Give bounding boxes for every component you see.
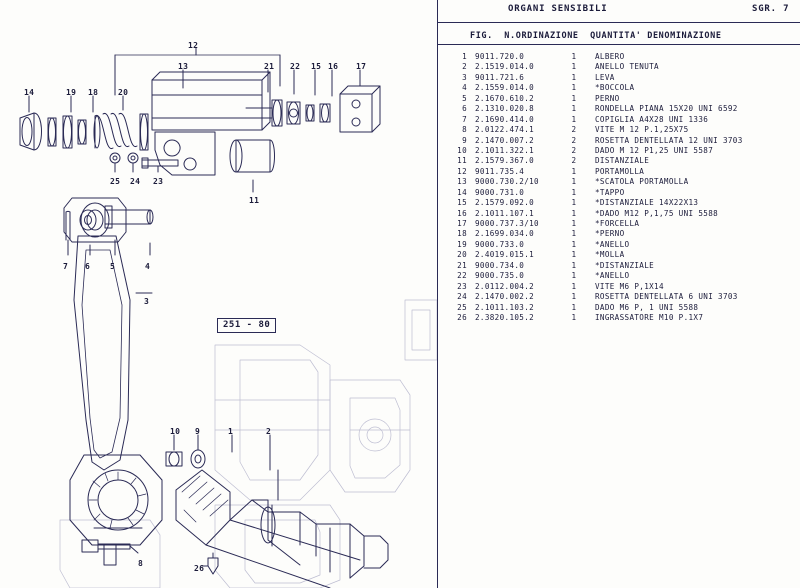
callout-8: 8 [138, 559, 144, 568]
part-description: *ANELLO [595, 271, 630, 281]
part-description: DISTANZIALE [595, 156, 650, 166]
figure-code-box: 251 - 80 [217, 318, 276, 333]
vertical-divider [437, 0, 438, 588]
part-quantity: 1 [571, 93, 577, 103]
part-fig-number: 20 [457, 250, 467, 260]
part-order-number: 9000.735.0 [475, 271, 525, 281]
part-fig-number: 7 [462, 114, 467, 124]
table-row [441, 125, 743, 135]
part-fig-number: 2 [462, 62, 467, 72]
part-description: *FORCELLA [595, 219, 640, 228]
part-order-number: 2.1579.367.0 [475, 156, 535, 166]
part-quantity: 1 [571, 62, 577, 72]
table-row [441, 167, 743, 177]
part-order-number: 9000.733.0 [475, 239, 525, 249]
callout-24: 24 [130, 177, 141, 186]
part-quantity: 1 [571, 198, 577, 208]
part-quantity: 1 [571, 52, 577, 61]
callout-16: 16 [328, 62, 339, 71]
part-quantity: 1 [571, 114, 577, 124]
part-fig-number: 6 [462, 104, 467, 114]
part-quantity: 1 [571, 187, 577, 197]
table-row [441, 303, 743, 313]
callout-7: 7 [63, 262, 69, 271]
part-fig-number: 18 [457, 229, 467, 239]
part-description: RONDELLA PIANA 15X20 UNI 6592 [595, 104, 738, 114]
part-description: *DISTANZIALE 14X22X13 [595, 198, 699, 208]
table-row [441, 209, 743, 219]
part-description: *TAPPO [595, 187, 625, 197]
table-row [441, 73, 743, 83]
part-description: ROSETTA DENTELLATA 6 UNI 3703 [595, 292, 738, 302]
page-title: ORGANI SENSIBILI [508, 4, 608, 14]
part-order-number: 9000.730.2/10 [475, 177, 539, 187]
callout-11: 11 [249, 196, 260, 205]
callout-17: 17 [356, 62, 367, 71]
part-description: *DISTANZIALE [595, 260, 655, 270]
part-order-number: 9011.721.6 [475, 72, 525, 82]
part-order-number: 2.1310.020.8 [475, 104, 535, 114]
part-fig-number: 1 [462, 52, 467, 61]
part-order-number: 2.1670.610.2 [475, 93, 535, 103]
part-order-number: 2.1559.014.0 [475, 83, 535, 93]
part-quantity: 1 [571, 312, 577, 322]
part-description: *BOCCOLA [595, 83, 635, 93]
part-quantity: 1 [571, 177, 577, 187]
part-quantity: 1 [571, 229, 577, 239]
table-row [441, 146, 743, 156]
table-row [441, 240, 743, 250]
table-row [441, 177, 743, 187]
callout-5: 5 [110, 262, 116, 271]
part-fig-number: 26 [457, 312, 467, 322]
part-quantity: 1 [571, 302, 577, 312]
table-row [441, 198, 743, 208]
callout-26: 26 [194, 564, 205, 573]
callout-13: 13 [178, 62, 189, 71]
part-fig-number: 14 [457, 187, 467, 197]
part-order-number: 2.1470.002.2 [475, 292, 535, 302]
part-quantity: 1 [571, 219, 577, 228]
part-order-number: 2.4019.015.1 [475, 250, 535, 260]
header-rule-bottom [437, 44, 800, 45]
part-order-number: 9000.734.0 [475, 260, 525, 270]
part-description: DADO M 12 P1,25 UNI 5587 [595, 145, 714, 155]
table-row [441, 282, 743, 292]
part-fig-number: 22 [457, 271, 467, 281]
table-row [441, 250, 743, 260]
table-row [441, 271, 743, 281]
table-row [441, 94, 743, 104]
part-quantity: 1 [571, 281, 577, 291]
part-order-number: 2.1690.414.0 [475, 114, 535, 124]
table-row [441, 104, 743, 114]
part-quantity: 1 [571, 239, 577, 249]
callout-18: 18 [88, 88, 99, 97]
part-fig-number: 4 [462, 83, 467, 93]
table-row [441, 219, 743, 229]
table-row [441, 188, 743, 198]
part-fig-number: 16 [457, 208, 467, 218]
part-order-number: 9000.737.3/10 [475, 219, 539, 228]
part-quantity: 1 [571, 83, 577, 93]
callout-19: 19 [66, 88, 77, 97]
part-description: *ANELLO [595, 239, 630, 249]
table-row [441, 52, 743, 62]
group-code: SGR. 7 [752, 4, 790, 14]
part-description: ALBERO [595, 52, 625, 61]
part-quantity: 1 [571, 166, 577, 176]
part-quantity: 1 [571, 208, 577, 218]
callout-12: 12 [188, 41, 199, 50]
table-row [441, 83, 743, 93]
parts-table [441, 52, 743, 323]
part-fig-number: 19 [457, 239, 467, 249]
part-fig-number: 25 [457, 302, 467, 312]
callout-9: 9 [195, 427, 201, 436]
callout-3: 3 [144, 297, 150, 306]
table-column-headers: FIG. N.ORDINAZIONE QUANTITA' DENOMINAZIONE [470, 31, 722, 41]
part-fig-number: 12 [457, 166, 467, 176]
table-row [441, 156, 743, 166]
part-order-number: 2.3820.105.2 [475, 312, 535, 322]
part-description: PORTAMOLLA [595, 166, 645, 176]
part-description: PERNO [595, 93, 620, 103]
part-order-number: 2.0112.004.2 [475, 281, 535, 291]
part-order-number: 2.1699.034.0 [475, 229, 535, 239]
table-row [441, 136, 743, 146]
part-order-number: 2.1011.107.1 [475, 208, 535, 218]
callout-14: 14 [24, 88, 35, 97]
callout-23: 23 [153, 177, 164, 186]
callout-21: 21 [264, 62, 275, 71]
part-quantity: 1 [571, 260, 577, 270]
part-order-number: 9000.731.0 [475, 187, 525, 197]
part-fig-number: 24 [457, 292, 467, 302]
part-order-number: 9011.735.4 [475, 166, 525, 176]
part-quantity: 2 [571, 135, 577, 145]
part-fig-number: 17 [457, 219, 467, 228]
part-order-number: 2.1011.103.2 [475, 302, 535, 312]
part-quantity: 1 [571, 292, 577, 302]
table-row [441, 261, 743, 271]
part-order-number: 2.0122.474.1 [475, 125, 535, 135]
part-fig-number: 11 [457, 156, 467, 166]
part-fig-number: 23 [457, 281, 467, 291]
part-order-number: 9011.720.0 [475, 52, 525, 61]
table-row [441, 292, 743, 302]
part-quantity: 1 [571, 72, 577, 82]
part-quantity: 1 [571, 250, 577, 260]
callout-4: 4 [145, 262, 151, 271]
table-row [441, 62, 743, 72]
part-fig-number: 9 [462, 135, 467, 145]
callout-1: 1 [228, 427, 234, 436]
table-row [441, 229, 743, 239]
callout-2: 2 [266, 427, 272, 436]
part-fig-number: 8 [462, 125, 467, 135]
part-quantity: 2 [571, 156, 577, 166]
part-order-number: 2.1470.007.2 [475, 135, 535, 145]
callout-25: 25 [110, 177, 121, 186]
part-description: *SCATOLA PORTAMOLLA [595, 177, 689, 187]
part-fig-number: 15 [457, 198, 467, 208]
callout-6: 6 [85, 262, 91, 271]
part-quantity: 2 [571, 125, 577, 135]
part-description: *PERNO [595, 229, 625, 239]
callout-20: 20 [118, 88, 129, 97]
part-fig-number: 3 [462, 72, 467, 82]
part-fig-number: 21 [457, 260, 467, 270]
part-description: VITE M 12 P.1,25X75 [595, 125, 689, 135]
part-description: *DADO M12 P,1,75 UNI 5588 [595, 208, 719, 218]
part-fig-number: 10 [457, 145, 467, 155]
part-quantity: 2 [571, 145, 577, 155]
callout-22: 22 [290, 62, 301, 71]
part-order-number: 2.1519.014.0 [475, 62, 535, 72]
callout-10: 10 [170, 427, 181, 436]
part-description: *MOLLA [595, 250, 625, 260]
part-description: COPIGLIA A4X28 UNI 1336 [595, 114, 709, 124]
table-row [441, 115, 743, 125]
table-row [441, 313, 743, 323]
part-fig-number: 13 [457, 177, 467, 187]
part-description: DADO M6 P, 1 UNI 5588 [595, 302, 699, 312]
part-quantity: 1 [571, 104, 577, 114]
part-fig-number: 5 [462, 93, 467, 103]
header-rule-top [437, 22, 800, 23]
part-order-number: 2.1011.322.1 [475, 145, 535, 155]
part-description: ROSETTA DENTELLATA 12 UNI 3703 [595, 135, 743, 145]
part-quantity: 1 [571, 271, 577, 281]
part-order-number: 2.1579.092.0 [475, 198, 535, 208]
part-description: ANELLO TENUTA [595, 62, 659, 72]
callout-15: 15 [311, 62, 322, 71]
part-description: VITE M6 P,1X14 [595, 281, 664, 291]
part-description: LEVA [595, 72, 615, 82]
part-description: INGRASSATORE M10 P.1X7 [595, 312, 704, 322]
